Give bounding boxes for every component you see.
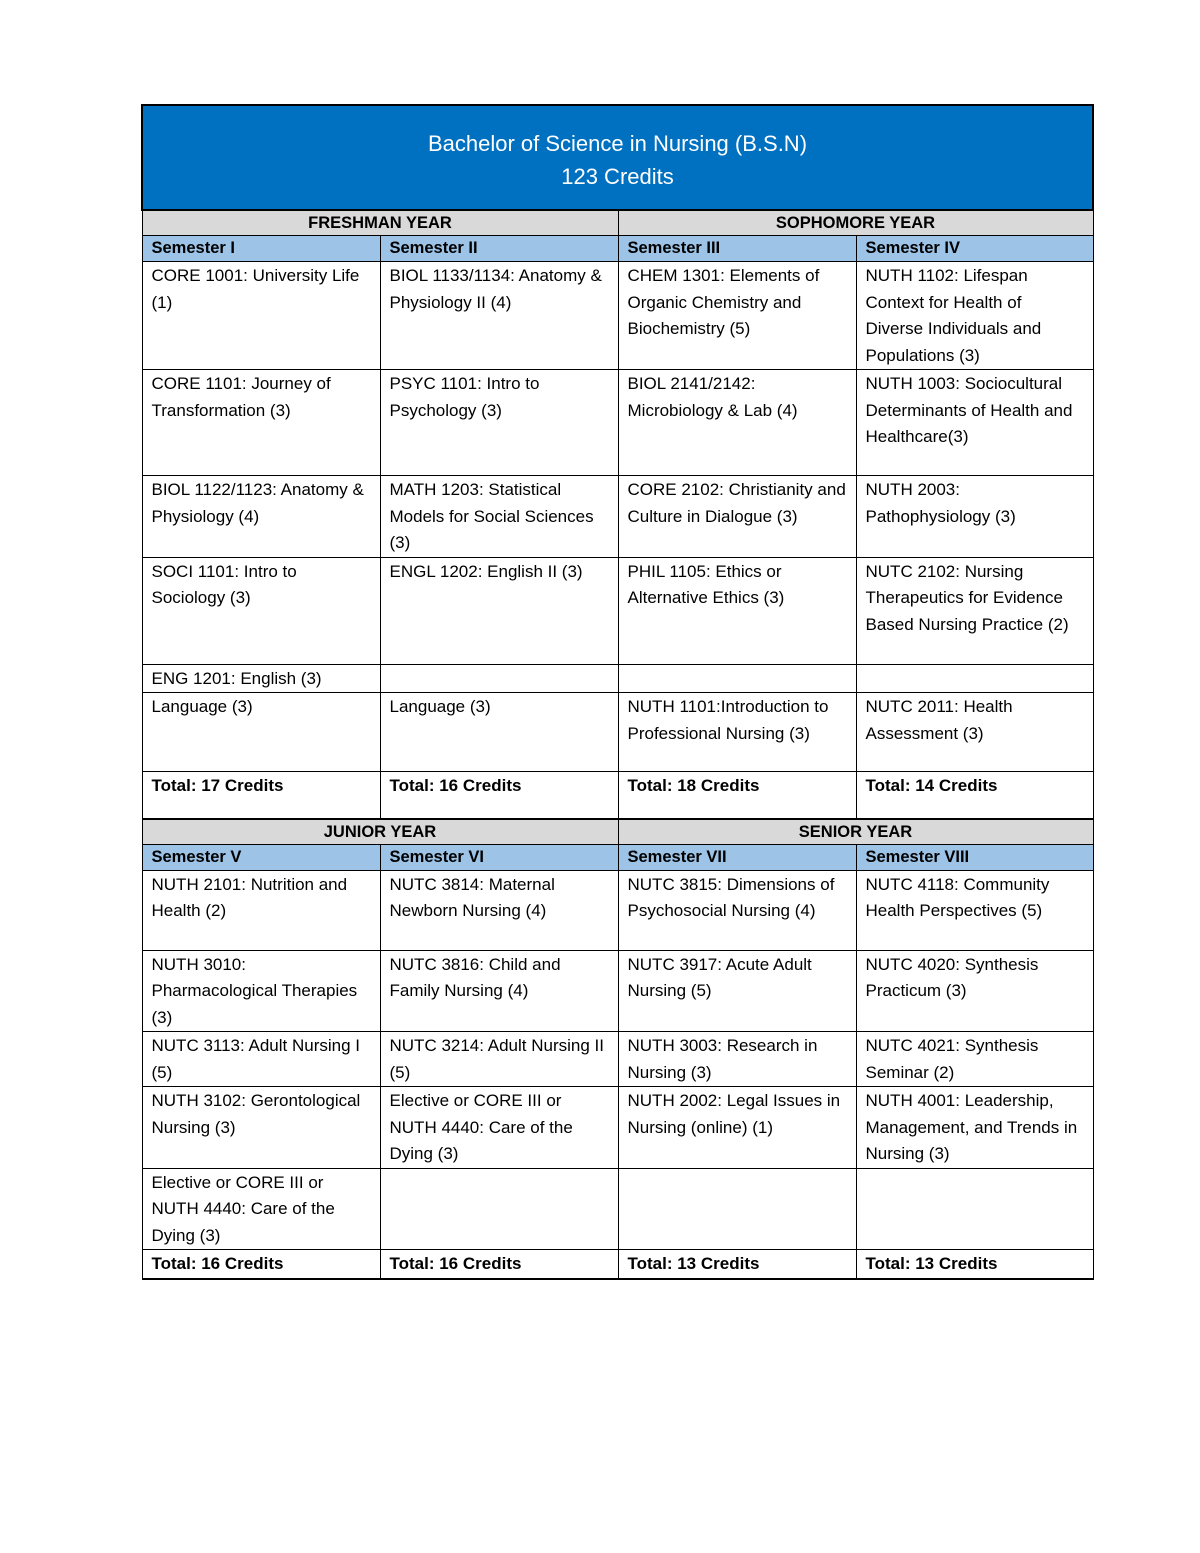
course-cell: CHEM 1301: Elements of Organic Chemistry and Biochemistry (5) (618, 262, 856, 370)
program-credits: 123 Credits (561, 163, 674, 189)
course-cell: NUTC 3214: Adult Nursing II (5) (380, 1032, 618, 1087)
course-cell: NUTH 3102: Gerontological Nursing (3) (142, 1087, 380, 1169)
course-cell: NUTC 3815: Dimensions of Psychosocial Nursing (4) (618, 870, 856, 950)
course-cell: NUTC 4021: Synthesis Seminar (2) (856, 1032, 1093, 1087)
course-row (142, 370, 1093, 476)
semester-total: Total: 13 Credits (618, 1250, 856, 1279)
course-cell: NUTC 2102: Nursing Therapeutics for Evidence Based Nursing Practice (2) (856, 557, 1093, 664)
semester-header-row (142, 236, 1093, 262)
course-cell: ENGL 1202: English II (3) (380, 557, 618, 664)
course-cell: BIOL 1122/1123: Anatomy & Physiology (4) (142, 476, 380, 558)
course-row (142, 476, 1093, 558)
course-cell: NUTC 2011: Health Assessment (3) (856, 693, 1093, 772)
course-cell: NUTC 3113: Adult Nursing I (5) (142, 1032, 380, 1087)
course-cell: Language (3) (380, 693, 618, 772)
course-cell: NUTC 4118: Community Health Perspectives (5) (856, 870, 1093, 950)
semester-header: Semester V (142, 844, 380, 870)
course-cell: BIOL 1133/1134: Anatomy & Physiology II (4) (380, 262, 618, 370)
course-cell: SOCI 1101: Intro to Sociology (3) (142, 557, 380, 664)
semester-total: Total: 17 Credits (142, 772, 380, 819)
course-cell (380, 664, 618, 693)
course-cell (856, 1168, 1093, 1250)
course-cell: BIOL 2141/2142: Microbiology & Lab (4) (618, 370, 856, 476)
course-cell (618, 1168, 856, 1250)
semester-total: Total: 13 Credits (856, 1250, 1093, 1279)
semester-header: Semester I (142, 236, 380, 262)
total-row (142, 1250, 1093, 1279)
program-name: Bachelor of Science in Nursing (B.S.N) (427, 130, 808, 156)
semester-header: Semester VII (618, 844, 856, 870)
semester-header: Semester II (380, 236, 618, 262)
course-cell: CORE 1101: Journey of Transformation (3) (142, 370, 380, 476)
year-header-freshman: FRESHMAN YEAR (142, 210, 618, 236)
semester-total: Total: 18 Credits (618, 772, 856, 819)
course-cell (380, 1168, 618, 1250)
title-row (142, 105, 1093, 210)
course-cell: NUTC 3917: Acute Adult Nursing (5) (618, 950, 856, 1032)
year-header-junior: JUNIOR YEAR (142, 819, 618, 845)
year-header-row (142, 819, 1093, 845)
course-row (142, 664, 1093, 693)
course-cell: Elective or CORE III or NUTH 4440: Care of the Dying (3) (142, 1168, 380, 1250)
course-row (142, 1032, 1093, 1087)
course-cell: NUTH 3010: Pharmacological Therapies (3) (142, 950, 380, 1032)
course-row (142, 1168, 1093, 1250)
semester-total: Total: 16 Credits (380, 1250, 618, 1279)
course-row (142, 870, 1093, 950)
course-cell: MATH 1203: Statistical Models for Social Sciences (3) (380, 476, 618, 558)
semester-header-row (142, 844, 1093, 870)
semester-total: Total: 14 Credits (856, 772, 1093, 819)
course-cell: NUTH 2101: Nutrition and Health (2) (142, 870, 380, 950)
course-cell: NUTH 4001: Leadership, Management, and Trends in Nursing (3) (856, 1087, 1093, 1169)
curriculum-table (141, 104, 1094, 1280)
course-row (142, 693, 1093, 772)
year-header-sophomore: SOPHOMORE YEAR (618, 210, 1093, 236)
semester-header: Semester III (618, 236, 856, 262)
course-cell: CORE 1001: University Life (1) (142, 262, 380, 370)
course-row (142, 950, 1093, 1032)
course-cell: Language (3) (142, 693, 380, 772)
course-cell: NUTH 1003: Sociocultural Determinants of Health and Healthcare(3) (856, 370, 1093, 476)
curriculum-document (141, 104, 1092, 1280)
course-cell: NUTH 1102: Lifespan Context for Health of Diverse Individuals and Populations (3) (856, 262, 1093, 370)
course-cell: ENG 1201: English (3) (142, 664, 380, 693)
course-cell: NUTC 4020: Synthesis Practicum (3) (856, 950, 1093, 1032)
semester-total: Total: 16 Credits (380, 772, 618, 819)
year-header-senior: SENIOR YEAR (618, 819, 1093, 845)
course-cell: NUTH 3003: Research in Nursing (3) (618, 1032, 856, 1087)
course-cell (618, 664, 856, 693)
course-cell: NUTH 2003: Pathophysiology (3) (856, 476, 1093, 558)
course-cell: NUTH 1101:Introduction to Professional Nursing (3) (618, 693, 856, 772)
course-row (142, 557, 1093, 664)
course-cell (856, 664, 1093, 693)
course-cell: CORE 2102: Christianity and Culture in Dialogue (3) (618, 476, 856, 558)
course-row (142, 1087, 1093, 1169)
year-header-row (142, 210, 1093, 236)
course-cell: PSYC 1101: Intro to Psychology (3) (380, 370, 618, 476)
semester-header: Semester VI (380, 844, 618, 870)
total-row (142, 772, 1093, 819)
semester-total: Total: 16 Credits (142, 1250, 380, 1279)
program-title (142, 105, 1093, 210)
course-cell: NUTC 3814: Maternal Newborn Nursing (4) (380, 870, 618, 950)
course-row (142, 262, 1093, 370)
course-cell: Elective or CORE III or NUTH 4440: Care of the Dying (3) (380, 1087, 618, 1169)
course-cell: NUTC 3816: Child and Family Nursing (4) (380, 950, 618, 1032)
semester-header: Semester IV (856, 236, 1093, 262)
course-cell: NUTH 2002: Legal Issues in Nursing (online) (1) (618, 1087, 856, 1169)
course-cell: PHIL 1105: Ethics or Alternative Ethics (3) (618, 557, 856, 664)
semester-header: Semester VIII (856, 844, 1093, 870)
